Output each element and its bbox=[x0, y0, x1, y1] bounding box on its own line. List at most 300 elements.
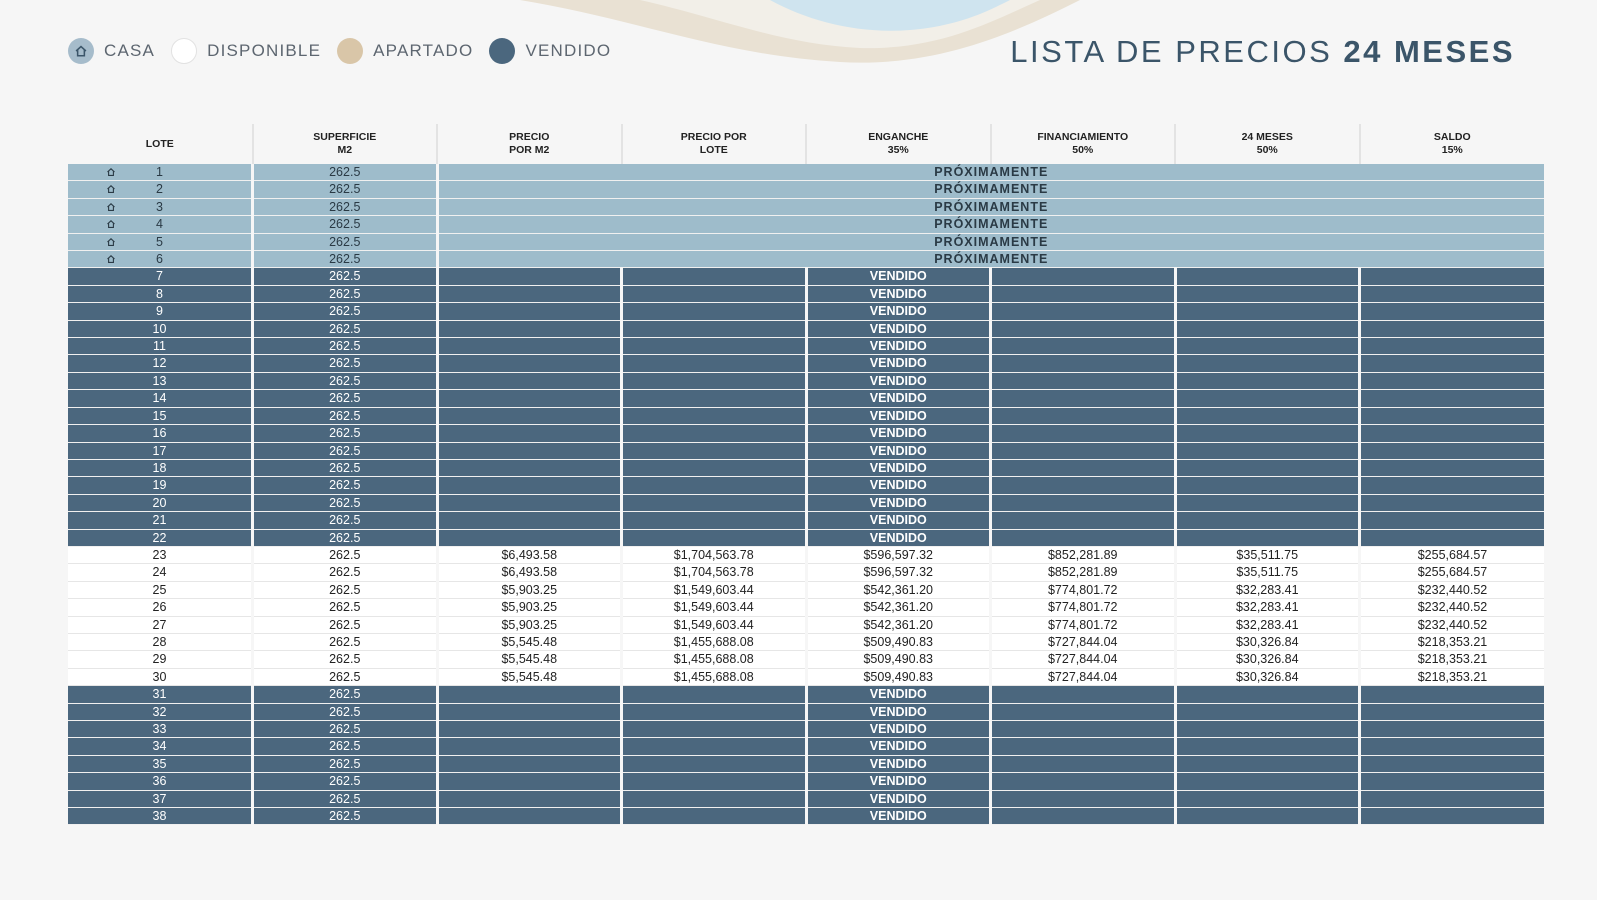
superficie-cell: 262.5 bbox=[253, 233, 438, 250]
status-cell: VENDIDO bbox=[806, 808, 991, 825]
enganche-cell: $596,597.32 bbox=[806, 546, 991, 563]
empty-cell bbox=[1175, 477, 1360, 494]
lote-number: 36 bbox=[152, 774, 167, 789]
status-cell: VENDIDO bbox=[806, 338, 991, 355]
precio-m2-cell: $5,903.25 bbox=[437, 599, 622, 616]
meses-cell: $35,511.75 bbox=[1175, 546, 1360, 563]
table-row bbox=[68, 633, 1544, 650]
lote-cell bbox=[68, 198, 253, 215]
status-cell: PRÓXIMAMENTE bbox=[437, 216, 1544, 233]
table-row bbox=[68, 285, 1544, 302]
lote-cell bbox=[68, 303, 253, 320]
empty-cell bbox=[437, 790, 622, 807]
empty-cell bbox=[1360, 268, 1545, 285]
empty-cell bbox=[1360, 808, 1545, 825]
empty-cell bbox=[991, 390, 1176, 407]
superficie-cell: 262.5 bbox=[253, 407, 438, 424]
empty-cell bbox=[991, 407, 1176, 424]
empty-cell bbox=[1175, 512, 1360, 529]
empty-cell bbox=[991, 808, 1176, 825]
empty-cell bbox=[437, 773, 622, 790]
page-title bbox=[1010, 34, 1515, 70]
status-cell: VENDIDO bbox=[806, 477, 991, 494]
column-header bbox=[437, 124, 622, 164]
lote-number: 33 bbox=[152, 722, 167, 736]
precio-lote-cell: $1,455,688.08 bbox=[622, 633, 807, 650]
column-header-line: LOTE bbox=[145, 137, 174, 150]
superficie-cell: 262.5 bbox=[253, 216, 438, 233]
financiamiento-cell: $727,844.04 bbox=[991, 668, 1176, 685]
empty-cell bbox=[622, 721, 807, 738]
empty-cell bbox=[1175, 721, 1360, 738]
empty-cell bbox=[437, 494, 622, 511]
saldo-cell: $232,440.52 bbox=[1360, 599, 1545, 616]
empty-cell bbox=[622, 407, 807, 424]
meses-cell: $32,283.41 bbox=[1175, 581, 1360, 598]
column-header-line: 15% bbox=[1441, 144, 1463, 156]
enganche-cell: $509,490.83 bbox=[806, 668, 991, 685]
empty-cell bbox=[437, 686, 622, 703]
empty-cell bbox=[622, 425, 807, 442]
table-row bbox=[68, 338, 1544, 355]
empty-cell bbox=[991, 494, 1176, 511]
empty-cell bbox=[1360, 303, 1545, 320]
saldo-cell: $232,440.52 bbox=[1360, 616, 1545, 633]
table-body bbox=[68, 164, 1544, 825]
meses-cell: $35,511.75 bbox=[1175, 564, 1360, 581]
status-cell: VENDIDO bbox=[806, 355, 991, 372]
empty-cell bbox=[622, 459, 807, 476]
empty-cell bbox=[1360, 529, 1545, 546]
status-cell: VENDIDO bbox=[806, 459, 991, 476]
superficie-cell: 262.5 bbox=[253, 181, 438, 198]
superficie-cell: 262.5 bbox=[253, 808, 438, 825]
empty-cell bbox=[622, 477, 807, 494]
column-header bbox=[806, 124, 991, 164]
lote-cell bbox=[68, 320, 253, 337]
lote-number: 24 bbox=[152, 565, 167, 580]
table-row bbox=[68, 529, 1544, 546]
empty-cell bbox=[437, 477, 622, 494]
empty-cell bbox=[622, 338, 807, 355]
empty-cell bbox=[1360, 285, 1545, 302]
table-row bbox=[68, 372, 1544, 389]
lote-cell bbox=[68, 808, 253, 825]
column-header-line: SUPERFICIE bbox=[313, 131, 377, 143]
empty-cell bbox=[1175, 529, 1360, 546]
table-row bbox=[68, 512, 1544, 529]
precio-lote-cell: $1,549,603.44 bbox=[622, 599, 807, 616]
superficie-cell: 262.5 bbox=[253, 651, 438, 668]
superficie-cell: 262.5 bbox=[253, 616, 438, 633]
lote-cell bbox=[68, 581, 253, 598]
empty-cell bbox=[437, 425, 622, 442]
superficie-cell: 262.5 bbox=[253, 338, 438, 355]
empty-cell bbox=[622, 790, 807, 807]
lote-number: 1 bbox=[156, 165, 163, 179]
meses-cell: $30,326.84 bbox=[1175, 651, 1360, 668]
superficie-cell: 262.5 bbox=[253, 773, 438, 790]
empty-cell bbox=[622, 268, 807, 285]
precio-m2-cell: $5,545.48 bbox=[437, 651, 622, 668]
lote-number: 32 bbox=[152, 704, 167, 719]
superficie-cell: 262.5 bbox=[253, 529, 438, 546]
empty-cell bbox=[437, 407, 622, 424]
table-row bbox=[68, 755, 1544, 772]
superficie-cell: 262.5 bbox=[253, 494, 438, 511]
column-header bbox=[68, 124, 253, 164]
table-row bbox=[68, 668, 1544, 685]
empty-cell bbox=[437, 808, 622, 825]
superficie-cell: 262.5 bbox=[253, 164, 438, 181]
empty-cell bbox=[1175, 703, 1360, 720]
empty-cell bbox=[991, 338, 1176, 355]
enganche-cell: $542,361.20 bbox=[806, 581, 991, 598]
lote-cell bbox=[68, 425, 253, 442]
superficie-cell: 262.5 bbox=[253, 477, 438, 494]
status-cell: VENDIDO bbox=[806, 773, 991, 790]
empty-cell bbox=[1360, 477, 1545, 494]
lote-cell bbox=[68, 703, 253, 720]
empty-cell bbox=[1360, 442, 1545, 459]
legend-item-disponible bbox=[171, 38, 321, 64]
legend-dot-apartado bbox=[337, 38, 363, 64]
empty-cell bbox=[991, 355, 1176, 372]
empty-cell bbox=[1360, 338, 1545, 355]
precio-m2-cell: $5,903.25 bbox=[437, 616, 622, 633]
precio-m2-cell: $5,545.48 bbox=[437, 668, 622, 685]
empty-cell bbox=[622, 755, 807, 772]
superficie-cell: 262.5 bbox=[253, 581, 438, 598]
empty-cell bbox=[991, 320, 1176, 337]
lote-number: 7 bbox=[156, 269, 163, 284]
empty-cell bbox=[1360, 703, 1545, 720]
lote-number: 12 bbox=[152, 356, 167, 371]
empty-cell bbox=[622, 372, 807, 389]
lote-cell bbox=[68, 407, 253, 424]
lote-number: 14 bbox=[152, 391, 167, 406]
status-cell: VENDIDO bbox=[806, 755, 991, 772]
lote-number: 29 bbox=[152, 652, 167, 667]
superficie-cell: 262.5 bbox=[253, 546, 438, 563]
table-row bbox=[68, 546, 1544, 563]
lote-number: 15 bbox=[152, 408, 167, 423]
empty-cell bbox=[622, 703, 807, 720]
status-cell: VENDIDO bbox=[806, 303, 991, 320]
house-icon bbox=[106, 219, 116, 229]
empty-cell bbox=[1360, 790, 1545, 807]
column-header bbox=[1175, 124, 1360, 164]
empty-cell bbox=[437, 755, 622, 772]
empty-cell bbox=[1360, 494, 1545, 511]
lote-number: 27 bbox=[152, 617, 167, 632]
lote-number: 20 bbox=[152, 495, 167, 510]
superficie-cell: 262.5 bbox=[253, 564, 438, 581]
superficie-cell: 262.5 bbox=[253, 355, 438, 372]
table-row bbox=[68, 773, 1544, 790]
empty-cell bbox=[437, 703, 622, 720]
lote-number: 3 bbox=[156, 199, 163, 214]
enganche-cell: $542,361.20 bbox=[806, 616, 991, 633]
house-icon bbox=[106, 184, 116, 194]
superficie-cell: 262.5 bbox=[253, 251, 438, 268]
table-row bbox=[68, 390, 1544, 407]
legend-label: DISPONIBLE bbox=[207, 41, 322, 60]
lote-cell bbox=[68, 738, 253, 755]
table-row bbox=[68, 721, 1544, 738]
status-cell: VENDIDO bbox=[806, 790, 991, 807]
precio-lote-cell: $1,455,688.08 bbox=[622, 668, 807, 685]
empty-cell bbox=[437, 338, 622, 355]
empty-cell bbox=[1360, 425, 1545, 442]
financiamiento-cell: $774,801.72 bbox=[991, 581, 1176, 598]
superficie-cell: 262.5 bbox=[253, 633, 438, 650]
table-row bbox=[68, 790, 1544, 807]
empty-cell bbox=[622, 320, 807, 337]
lote-cell bbox=[68, 181, 253, 198]
empty-cell bbox=[1175, 372, 1360, 389]
empty-cell bbox=[1360, 512, 1545, 529]
lote-cell bbox=[68, 773, 253, 790]
superficie-cell: 262.5 bbox=[253, 320, 438, 337]
lote-number: 23 bbox=[152, 547, 167, 562]
saldo-cell: $255,684.57 bbox=[1360, 546, 1545, 563]
status-cell: VENDIDO bbox=[806, 320, 991, 337]
table-row bbox=[68, 738, 1544, 755]
lote-cell bbox=[68, 477, 253, 494]
lote-cell bbox=[68, 494, 253, 511]
empty-cell bbox=[437, 372, 622, 389]
lote-cell bbox=[68, 216, 253, 233]
empty-cell bbox=[622, 738, 807, 755]
saldo-cell: $255,684.57 bbox=[1360, 564, 1545, 581]
lote-number: 35 bbox=[152, 756, 167, 771]
empty-cell bbox=[991, 268, 1176, 285]
empty-cell bbox=[622, 808, 807, 825]
empty-cell bbox=[622, 512, 807, 529]
column-header-line: M2 bbox=[337, 144, 353, 156]
lote-cell bbox=[68, 251, 253, 268]
lote-cell bbox=[68, 459, 253, 476]
lote-cell bbox=[68, 564, 253, 581]
empty-cell bbox=[622, 355, 807, 372]
empty-cell bbox=[1175, 755, 1360, 772]
empty-cell bbox=[622, 494, 807, 511]
status-cell: PRÓXIMAMENTE bbox=[437, 233, 1544, 250]
empty-cell bbox=[1175, 738, 1360, 755]
lote-number: 4 bbox=[156, 217, 163, 232]
empty-cell bbox=[1175, 790, 1360, 807]
table-row bbox=[68, 320, 1544, 337]
price-table bbox=[68, 124, 1544, 825]
legend-label: CASA bbox=[104, 41, 156, 60]
lote-cell bbox=[68, 686, 253, 703]
status-cell: VENDIDO bbox=[806, 703, 991, 720]
lote-number: 10 bbox=[152, 321, 167, 336]
empty-cell bbox=[1360, 459, 1545, 476]
lote-number: 26 bbox=[152, 600, 167, 615]
lote-cell bbox=[68, 755, 253, 772]
house-icon bbox=[74, 44, 88, 58]
status-cell: VENDIDO bbox=[806, 529, 991, 546]
lote-number: 11 bbox=[153, 339, 166, 354]
column-header bbox=[1360, 124, 1545, 164]
empty-cell bbox=[437, 285, 622, 302]
empty-cell bbox=[991, 442, 1176, 459]
empty-cell bbox=[1175, 442, 1360, 459]
column-header bbox=[253, 124, 438, 164]
house-icon bbox=[106, 254, 116, 264]
status-cell: VENDIDO bbox=[806, 372, 991, 389]
table-row bbox=[68, 233, 1544, 250]
superficie-cell: 262.5 bbox=[253, 599, 438, 616]
table-header-row bbox=[68, 124, 1544, 164]
enganche-cell: $596,597.32 bbox=[806, 564, 991, 581]
column-header-line: LOTE bbox=[699, 144, 728, 156]
superficie-cell: 262.5 bbox=[253, 512, 438, 529]
lote-number: 31 bbox=[152, 687, 167, 702]
empty-cell bbox=[622, 773, 807, 790]
table-row bbox=[68, 407, 1544, 424]
house-icon bbox=[106, 237, 116, 247]
empty-cell bbox=[1175, 338, 1360, 355]
empty-cell bbox=[991, 303, 1176, 320]
empty-cell bbox=[991, 372, 1176, 389]
empty-cell bbox=[622, 303, 807, 320]
superficie-cell: 262.5 bbox=[253, 738, 438, 755]
column-header-line: 35% bbox=[887, 144, 909, 156]
empty-cell bbox=[991, 721, 1176, 738]
empty-cell bbox=[437, 459, 622, 476]
superficie-cell: 262.5 bbox=[253, 686, 438, 703]
lote-number: 34 bbox=[152, 739, 167, 754]
lote-cell bbox=[68, 616, 253, 633]
legend-label: APARTADO bbox=[373, 41, 474, 60]
meses-cell: $32,283.41 bbox=[1175, 616, 1360, 633]
lote-number: 2 bbox=[156, 182, 163, 197]
superficie-cell: 262.5 bbox=[253, 268, 438, 285]
empty-cell bbox=[437, 390, 622, 407]
precio-lote-cell: $1,704,563.78 bbox=[622, 564, 807, 581]
saldo-cell: $232,440.52 bbox=[1360, 581, 1545, 598]
superficie-cell: 262.5 bbox=[253, 442, 438, 459]
empty-cell bbox=[991, 703, 1176, 720]
status-cell: VENDIDO bbox=[806, 425, 991, 442]
precio-lote-cell: $1,549,603.44 bbox=[622, 616, 807, 633]
column-header-line: POR M2 bbox=[509, 144, 550, 156]
empty-cell bbox=[1175, 407, 1360, 424]
superficie-cell: 262.5 bbox=[253, 303, 438, 320]
legend-dot-vendido bbox=[489, 38, 515, 64]
lote-cell bbox=[68, 338, 253, 355]
precio-lote-cell: $1,549,603.44 bbox=[622, 581, 807, 598]
saldo-cell: $218,353.21 bbox=[1360, 668, 1545, 685]
table-row bbox=[68, 251, 1544, 268]
empty-cell bbox=[991, 425, 1176, 442]
lote-cell bbox=[68, 721, 253, 738]
table-row bbox=[68, 268, 1544, 285]
superficie-cell: 262.5 bbox=[253, 198, 438, 215]
status-cell: VENDIDO bbox=[806, 442, 991, 459]
table-row bbox=[68, 477, 1544, 494]
lote-cell bbox=[68, 790, 253, 807]
empty-cell bbox=[991, 738, 1176, 755]
saldo-cell: $218,353.21 bbox=[1360, 651, 1545, 668]
column-header-line: 50% bbox=[1256, 144, 1278, 156]
superficie-cell: 262.5 bbox=[253, 372, 438, 389]
column-header bbox=[622, 124, 807, 164]
empty-cell bbox=[437, 355, 622, 372]
table-row bbox=[68, 459, 1544, 476]
table-row bbox=[68, 564, 1544, 581]
table-row bbox=[68, 216, 1544, 233]
empty-cell bbox=[991, 459, 1176, 476]
empty-cell bbox=[1360, 407, 1545, 424]
empty-cell bbox=[1175, 285, 1360, 302]
column-header-line: FINANCIAMIENTO bbox=[1037, 131, 1129, 143]
empty-cell bbox=[437, 529, 622, 546]
title-bold: 24 MESES bbox=[1343, 34, 1515, 69]
lote-number: 25 bbox=[152, 582, 167, 597]
column-header bbox=[991, 124, 1176, 164]
empty-cell bbox=[1175, 390, 1360, 407]
meses-cell: $30,326.84 bbox=[1175, 668, 1360, 685]
lote-number: 38 bbox=[152, 809, 167, 824]
superficie-cell: 262.5 bbox=[253, 390, 438, 407]
enganche-cell: $509,490.83 bbox=[806, 633, 991, 650]
empty-cell bbox=[1360, 755, 1545, 772]
empty-cell bbox=[1360, 773, 1545, 790]
status-cell: PRÓXIMAMENTE bbox=[437, 164, 1544, 181]
lote-number: 37 bbox=[152, 791, 167, 806]
empty-cell bbox=[437, 721, 622, 738]
empty-cell bbox=[1360, 390, 1545, 407]
table-row bbox=[68, 303, 1544, 320]
table-row bbox=[68, 355, 1544, 372]
empty-cell bbox=[622, 285, 807, 302]
empty-cell bbox=[622, 390, 807, 407]
status-cell: VENDIDO bbox=[806, 268, 991, 285]
empty-cell bbox=[1360, 721, 1545, 738]
empty-cell bbox=[1175, 425, 1360, 442]
lote-cell bbox=[68, 285, 253, 302]
saldo-cell: $218,353.21 bbox=[1360, 633, 1545, 650]
precio-m2-cell: $5,545.48 bbox=[437, 633, 622, 650]
empty-cell bbox=[1175, 808, 1360, 825]
superficie-cell: 262.5 bbox=[253, 721, 438, 738]
empty-cell bbox=[991, 790, 1176, 807]
empty-cell bbox=[437, 320, 622, 337]
empty-cell bbox=[1175, 686, 1360, 703]
lote-number: 17 bbox=[152, 443, 167, 458]
superficie-cell: 262.5 bbox=[253, 668, 438, 685]
table-row bbox=[68, 494, 1544, 511]
status-cell: VENDIDO bbox=[806, 407, 991, 424]
status-cell: VENDIDO bbox=[806, 738, 991, 755]
legend-item-vendido bbox=[489, 38, 611, 64]
empty-cell bbox=[1175, 268, 1360, 285]
lote-number: 21 bbox=[152, 513, 167, 528]
empty-cell bbox=[1360, 686, 1545, 703]
column-header-line: PRECIO POR bbox=[680, 131, 747, 143]
column-header-line: ENGANCHE bbox=[868, 131, 929, 143]
empty-cell bbox=[1175, 773, 1360, 790]
superficie-cell: 262.5 bbox=[253, 425, 438, 442]
financiamiento-cell: $727,844.04 bbox=[991, 651, 1176, 668]
lote-cell bbox=[68, 633, 253, 650]
financiamiento-cell: $727,844.04 bbox=[991, 633, 1176, 650]
status-cell: PRÓXIMAMENTE bbox=[437, 181, 1544, 198]
